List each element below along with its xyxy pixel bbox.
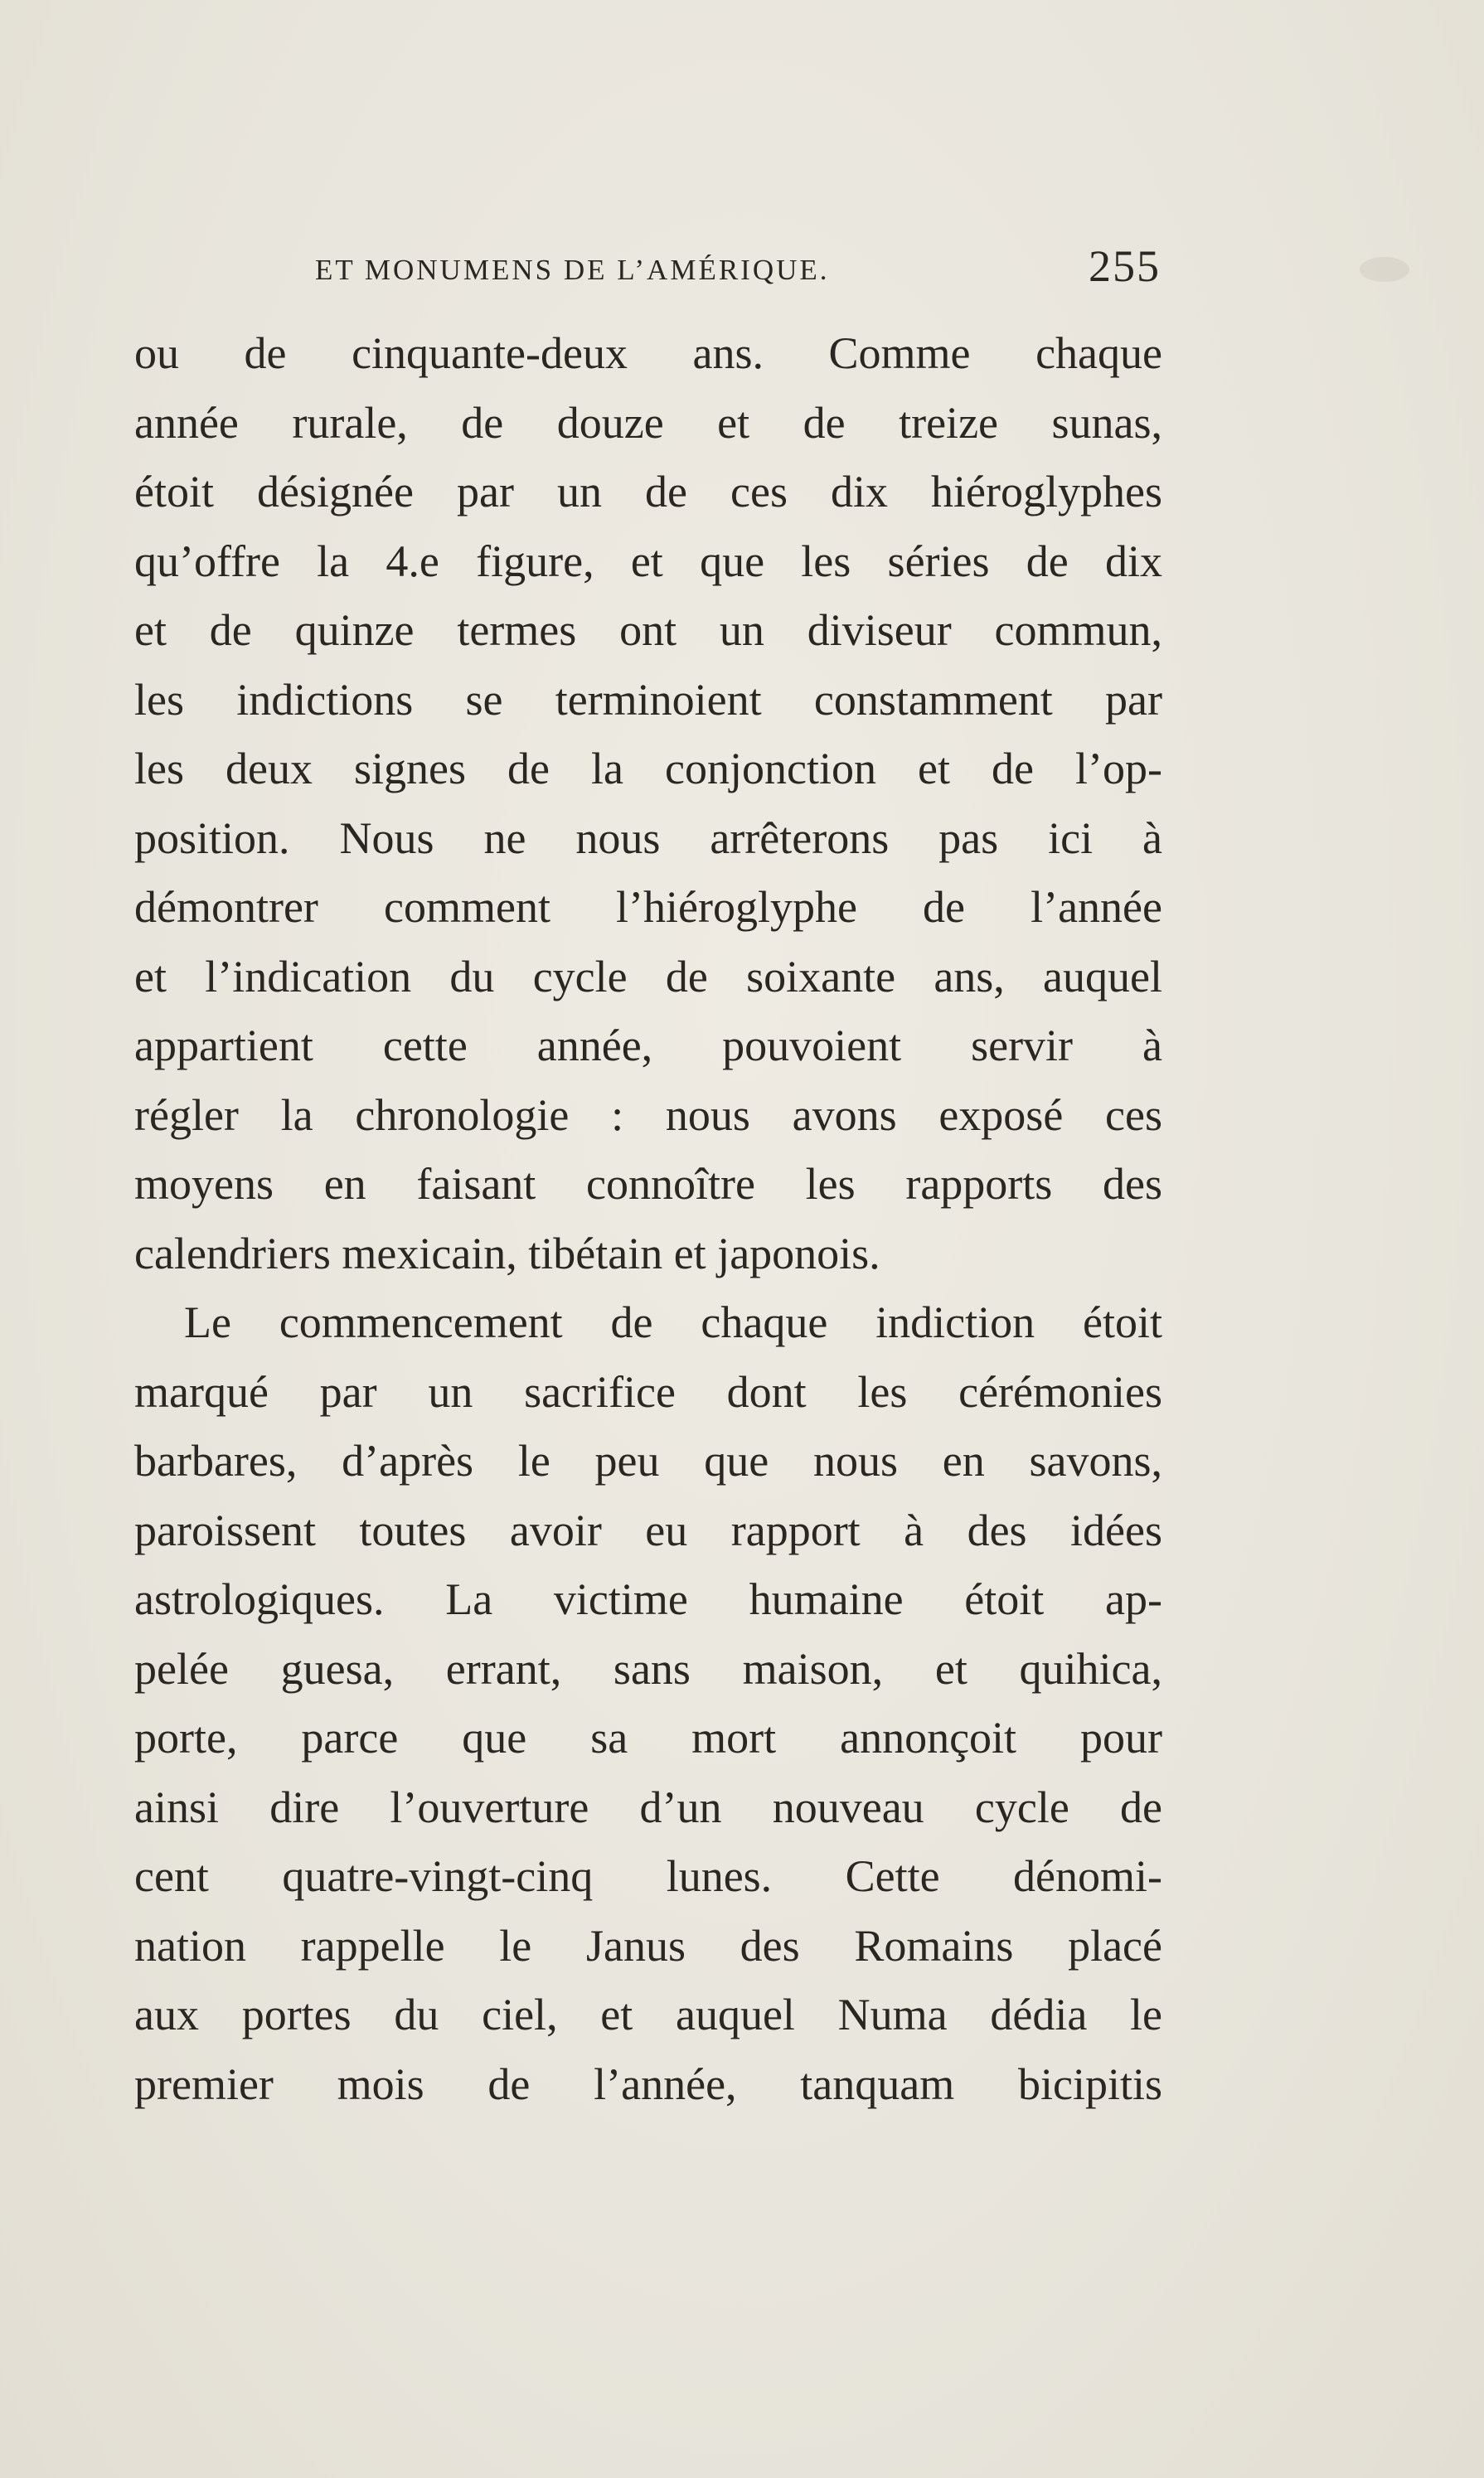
text-line: les indictions se terminoient constamment par bbox=[134, 674, 1162, 725]
text-line: aux portes du ciel, et auquel Numa dédia le bbox=[134, 1990, 1162, 2039]
text-line: calendriers mexicain, tibétain et japonois. bbox=[134, 1228, 880, 1278]
text-line: Le commencement de chaque indiction étoit bbox=[184, 1297, 1162, 1347]
text-line: appartient cette année, pouvoient servir à bbox=[134, 1021, 1162, 1070]
text-line: qu’offre la 4.e figure, et que les séries de dix bbox=[134, 536, 1162, 586]
text-line: paroissent toutes avoir eu rapport à des idées bbox=[134, 1505, 1162, 1555]
text-line: et de quinze termes ont un diviseur commun, bbox=[134, 605, 1162, 655]
paper-stain bbox=[1360, 257, 1409, 282]
text-line: astrologiques. La victime humaine étoit ap- bbox=[134, 1574, 1162, 1624]
text-line: démontrer comment l’hiéroglyphe de l’année bbox=[134, 882, 1162, 932]
page-header bbox=[315, 240, 1161, 298]
text-line: cent quatre-vingt-cinq lunes. Cette dénomi- bbox=[134, 1851, 1162, 1901]
text-line: barbares, d’après le peu que nous en savons, bbox=[134, 1436, 1162, 1486]
text-line: pelée guesa, errant, sans maison, et quihica, bbox=[134, 1643, 1162, 1694]
text-line: ainsi dire l’ouverture d’un nouveau cycle de bbox=[134, 1782, 1162, 1832]
text-line: année rurale, de douze et de treize sunas, bbox=[134, 397, 1162, 448]
text-line: position. Nous ne nous arrêterons pas ici à bbox=[134, 812, 1162, 863]
text-line: marqué par un sacrifice dont les cérémonies bbox=[134, 1366, 1162, 1417]
text-line: moyens en faisant connoître les rapports des bbox=[134, 1159, 1162, 1209]
text-line: et l’indication du cycle de soixante ans, auquel bbox=[134, 951, 1162, 1001]
body-text bbox=[134, 319, 1162, 2119]
text-line: premier mois de l’année, tanquam bicipitis bbox=[134, 2059, 1162, 2109]
text-line: porte, parce que sa mort annonçoit pour bbox=[134, 1713, 1162, 1763]
text-line: nation rappelle le Janus des Romains placé bbox=[134, 1920, 1162, 1971]
text-line: étoit désignée par un de ces dix hiéroglyphes bbox=[134, 467, 1162, 516]
text-line: ou de cinquante-deux ans. Comme chaque bbox=[134, 328, 1162, 378]
page-number: 255 bbox=[1089, 241, 1161, 291]
text-line: les deux signes de la conjonction et de l’op- bbox=[134, 744, 1162, 793]
running-head: ET MONUMENS DE L’AMÉRIQUE. bbox=[315, 254, 830, 286]
text-line: régler la chronologie : nous avons exposé ces bbox=[134, 1089, 1162, 1140]
